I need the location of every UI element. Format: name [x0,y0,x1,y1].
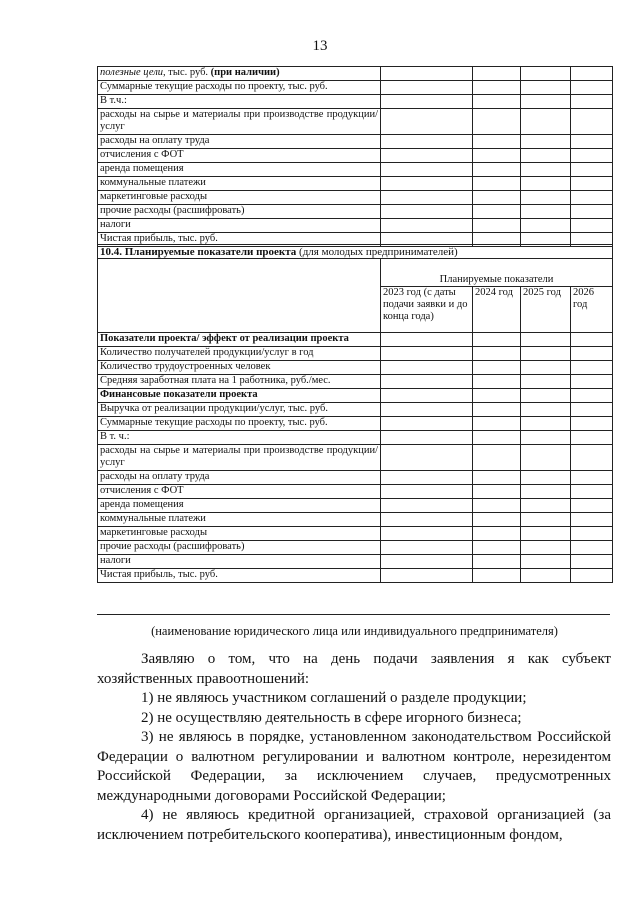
table-cell [381,163,473,177]
table-cell [381,67,473,81]
table-cell [521,569,571,583]
table-cell [473,541,521,555]
table-cell [521,219,571,233]
table-cell [473,569,521,583]
table-row-label: Чистая прибыль, тыс. руб. [98,233,381,247]
table-cell [473,95,521,109]
expenses-table-top [97,66,613,247]
table-cell [381,555,473,569]
table-row-label: Выручка от реализации продукции/услуг, тыс. руб. [98,403,381,417]
table-row-label: Суммарные текущие расходы по проекту, тыс. руб. [98,417,381,431]
table-row-label: расходы на оплату труда [98,471,381,485]
table-cell [521,485,571,499]
table-cell [571,347,613,361]
table-cell [521,177,571,191]
table-cell [473,177,521,191]
table-row-label: В т.ч.: [98,95,381,109]
table-row-label: маркетинговые расходы [98,527,381,541]
table-cell [473,471,521,485]
table-cell [473,485,521,499]
table-cell [571,205,613,219]
table-cell [571,163,613,177]
table-cell [381,389,473,403]
table-cell [571,95,613,109]
table-cell [473,403,521,417]
declaration-intro: Заявляю о том, что на день подачи заявления я как субъект хозяйственных правоотношений: [97,651,611,687]
table-cell [473,219,521,233]
table-cell [521,95,571,109]
table-cell [381,149,473,163]
table-cell [521,555,571,569]
table-cell [381,569,473,583]
table-cell [571,445,613,471]
table-cell [381,109,473,135]
table-cell [521,67,571,81]
table-row-label: прочие расходы (расшифровать) [98,541,381,555]
table-cell [571,361,613,375]
table-cell [521,347,571,361]
group-header: Показатели проекта/ эффект от реализации проекта [98,333,381,347]
table-cell [571,389,613,403]
table-cell [473,135,521,149]
table-cell [521,205,571,219]
table-cell [521,389,571,403]
table-cell [571,431,613,445]
table-row-label: расходы на сырье и материалы при производстве продукции/услуг [98,445,381,471]
table-cell [521,375,571,389]
year-2026-header: 2026 год [571,287,613,333]
table-cell [521,513,571,527]
table-cell [473,109,521,135]
table-cell [381,81,473,95]
signature-caption: (наименование юридического лица или индивидуального предпринимателя) [151,624,558,638]
table-cell [521,541,571,555]
table-cell [521,403,571,417]
table-cell [521,135,571,149]
table-cell [521,191,571,205]
table-cell [571,417,613,431]
table-cell [571,569,613,583]
table-cell [521,445,571,471]
planned-header: Планируемые показатели [381,259,613,287]
year-2023-header: 2023 год (с даты подачи заявки и до конца года) [381,287,473,333]
table-cell [381,403,473,417]
table-cell [521,471,571,485]
table-row-label: расходы на оплату труда [98,135,381,149]
table-row-label: Средняя заработная плата на 1 работника, руб./мес. [98,375,381,389]
table-cell [381,205,473,219]
section-title: 10.4. Планируемые показатели проекта (для молодых предпринимателей) [98,245,613,259]
table-row-label: аренда помещения [98,499,381,513]
table-cell [381,471,473,485]
table-cell [473,67,521,81]
table-cell [521,149,571,163]
table-row-label: Суммарные текущие расходы по проекту, тыс. руб. [98,81,381,95]
table-row-label: полезные цели, тыс. руб. (при наличии) [98,67,381,81]
declaration-item: 3) не являюсь в порядке, установленном законодательством Российской Федерации о валютном регулировании и валютном контроле, нерезидентом Российской Федерации, за исключением случаев, предусмотренных международными договорами Российской Федерации; [97,729,611,804]
table-row-label: коммунальные платежи [98,177,381,191]
table-cell [381,541,473,555]
table-cell [473,513,521,527]
table-cell [473,417,521,431]
table-cell [571,109,613,135]
table-cell [473,149,521,163]
table-cell [381,361,473,375]
table-cell [381,191,473,205]
table-cell [571,403,613,417]
table-cell [571,513,613,527]
signature-line [97,614,610,615]
table-cell [381,513,473,527]
table-cell [473,191,521,205]
declaration-item: 2) не осуществляю деятельность в сфере игорного бизнеса; [141,709,522,726]
table-row-label: коммунальные платежи [98,513,381,527]
table-cell [473,527,521,541]
table-cell [381,177,473,191]
table-cell [381,219,473,233]
table-cell [521,361,571,375]
table-cell [473,205,521,219]
table-cell [521,163,571,177]
table-cell [473,389,521,403]
table-row-label: аренда помещения [98,163,381,177]
table-cell [473,361,521,375]
table-cell [571,499,613,513]
table-cell [473,445,521,471]
year-2024-header: 2024 год [473,287,521,333]
table-cell [381,95,473,109]
table-cell [571,81,613,95]
declaration-item: 1) не являюсь участником соглашений о разделе продукции; [141,690,527,706]
table-row-label: налоги [98,555,381,569]
table-cell [473,347,521,361]
table-row-label: маркетинговые расходы [98,191,381,205]
table-cell [521,431,571,445]
table-cell [571,135,613,149]
table-cell [381,431,473,445]
table-cell [571,471,613,485]
page-number: 13 [312,38,328,54]
table-cell [521,499,571,513]
declaration [97,650,611,845]
table-row-label: В т. ч.: [98,431,381,445]
table-cell [571,177,613,191]
table-cell [571,149,613,163]
table-cell [473,375,521,389]
group-header: Финансовые показатели проекта [98,389,381,403]
table-cell [473,81,521,95]
table-row-label: налоги [98,219,381,233]
table-cell [381,417,473,431]
table-cell [521,109,571,135]
table-cell [381,527,473,541]
table-cell [571,541,613,555]
declaration-item: 4) не являюсь кредитной организацией, страховой организацией (за исключением потребительского кооператива), инвестиционным фондом, [97,807,611,843]
table-row-label: Чистая прибыль, тыс. руб. [98,569,381,583]
table-row-label: отчисления с ФОТ [98,485,381,499]
table-cell [473,163,521,177]
table-cell [381,375,473,389]
planned-indicators-table [97,244,613,583]
table-cell [381,135,473,149]
table-cell [571,191,613,205]
table-row-label: отчисления с ФОТ [98,149,381,163]
table-cell [571,527,613,541]
table-row-label: Количество получателей продукции/услуг в год [98,347,381,361]
table-cell [571,555,613,569]
table-cell [381,445,473,471]
table-cell [571,219,613,233]
table-cell [473,431,521,445]
year-2025-header: 2025 год [521,287,571,333]
table-cell [473,499,521,513]
table-cell [571,67,613,81]
table-cell [521,81,571,95]
table-cell [571,375,613,389]
table-cell [381,499,473,513]
table-row-label: Количество трудоустроенных человек [98,361,381,375]
table-cell [521,417,571,431]
table-cell [381,347,473,361]
table-cell [381,485,473,499]
table-row-label: расходы на сырье и материалы при производстве продукции/услуг [98,109,381,135]
table-cell [521,527,571,541]
table-row-label: прочие расходы (расшифровать) [98,205,381,219]
table-cell [571,485,613,499]
table-cell [473,555,521,569]
